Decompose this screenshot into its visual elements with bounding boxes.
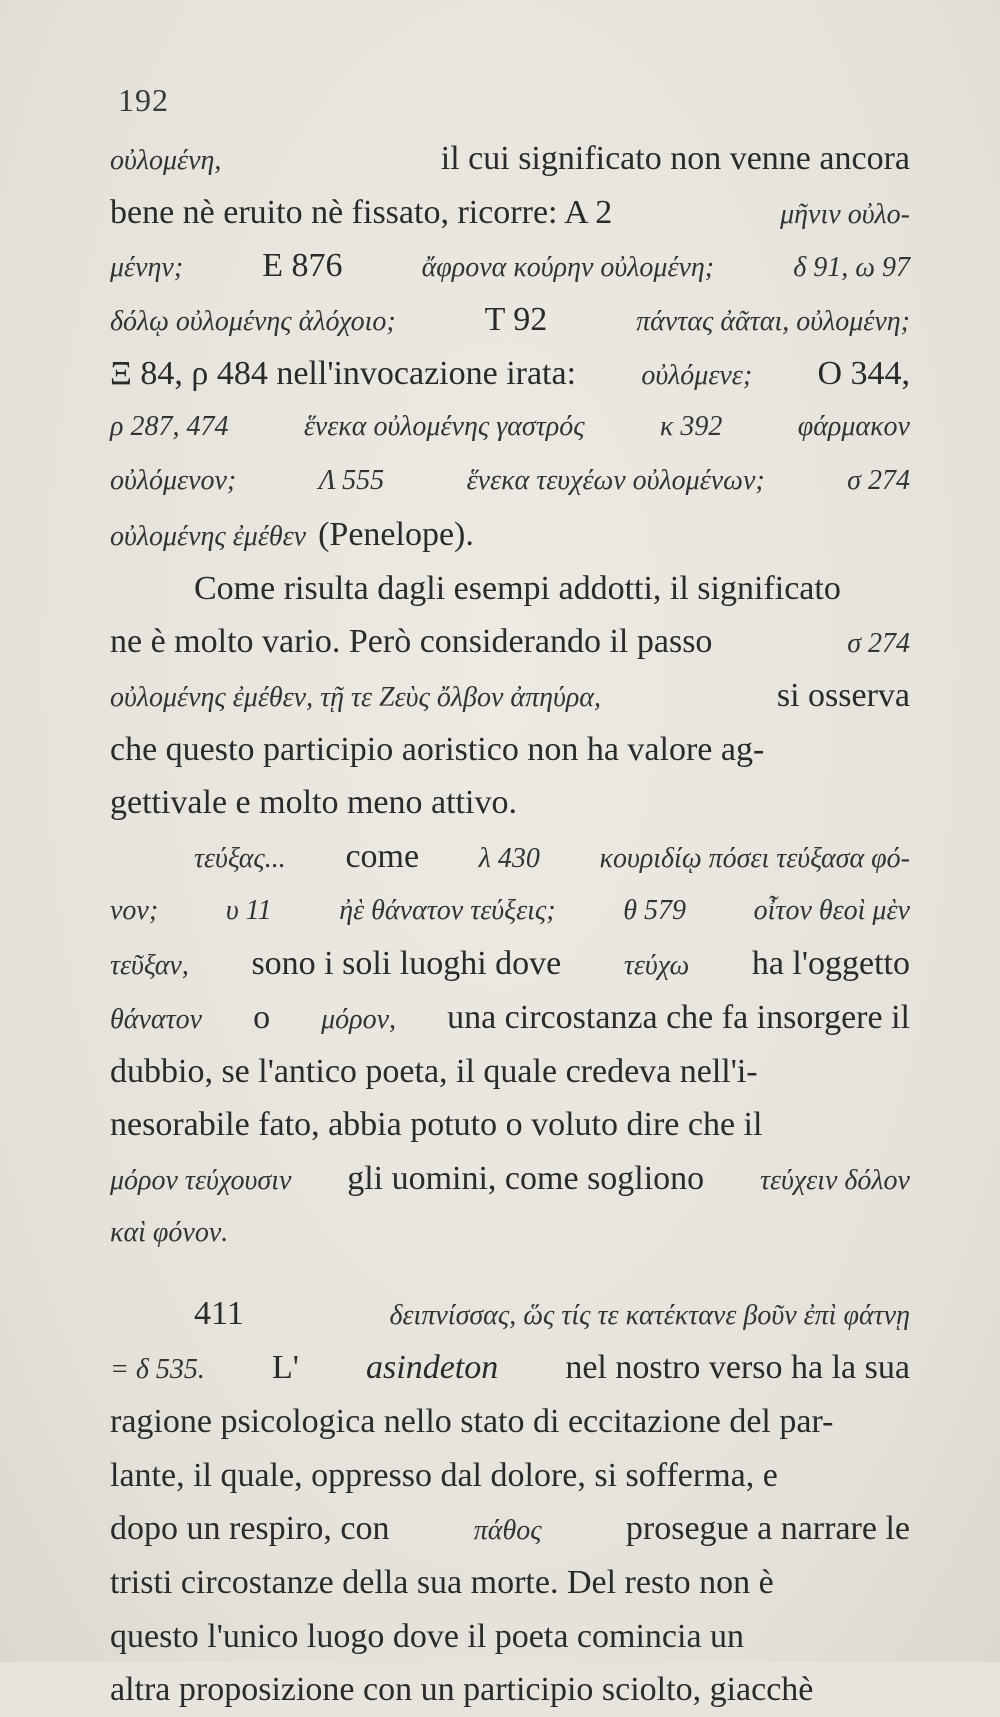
text-line: [110, 1341, 910, 1395]
text-segment: che questo participio aoristico non ha valore ag-: [110, 730, 765, 768]
greek-quote: πάντας ἀᾶται, οὐλομένη;: [636, 306, 910, 338]
greek-quote: οὐλομένη,: [110, 145, 222, 176]
text-segment: tristi circostanze della sua morte. Del resto non è: [110, 1563, 774, 1601]
text-line: [110, 1502, 910, 1556]
greek-quote: πάθος: [473, 1515, 542, 1547]
text-line: [110, 1556, 910, 1610]
greek-quote: τεύχειν δόλον: [759, 1165, 910, 1197]
text-line: [110, 562, 910, 616]
text-segment: asindeton: [366, 1349, 499, 1387]
paragraph: [110, 132, 910, 562]
greek-quote: Λ 555: [318, 465, 385, 497]
greek-quote: τεύξας...: [194, 842, 286, 874]
text-segment: E 876: [262, 247, 343, 285]
text-line: [110, 132, 910, 186]
greek-quote: μόρον τεύχουσιν: [110, 1165, 292, 1197]
text-line: [110, 239, 910, 293]
text-line: [110, 1098, 910, 1152]
text-segment: ne è molto vario. Però considerando il passo: [110, 623, 713, 661]
text-segment: gettivale e molto meno attivo.: [110, 784, 517, 822]
greek-quote: τεύχω: [623, 950, 690, 982]
greek-quote: ἕνεκα οὐλομένης γαστρός: [303, 411, 585, 443]
greek-quote: κ 392: [659, 411, 723, 443]
text-segment: Ξ 84, ρ 484 nell'invocazione irata:: [110, 354, 577, 392]
text-line: [110, 937, 910, 991]
greek-quote: καὶ φόνον.: [110, 1216, 229, 1248]
text-line: [110, 830, 910, 884]
text-line: [110, 884, 910, 938]
text-line: [110, 1663, 910, 1717]
greek-quote: κουριδίῳ πόσει τεύξασα φό-: [599, 842, 910, 874]
text-segment: L': [272, 1349, 299, 1387]
text-line: [110, 1206, 910, 1260]
text-segment: una circostanza che fa insorgere il: [447, 999, 910, 1036]
greek-quote: οὐλόμενε;: [641, 359, 753, 391]
text-line: [110, 186, 910, 240]
text-segment: ragione psicologica nello stato di eccitazione del par-: [110, 1402, 834, 1440]
text-segment: bene nè eruito nè fissato, ricorre: A 2: [110, 193, 613, 231]
text-segment: il cui significato non venne ancora: [440, 140, 910, 177]
text-segment: gli uomini, come sogliono: [347, 1160, 705, 1198]
greek-quote: τεῦξαν,: [110, 950, 189, 982]
paragraph: [110, 562, 910, 830]
greek-quote: δειπνίσσας, ὥς τίς τε κατέκτανε βοῦν ἐπὶ φάτνῃ: [389, 1300, 910, 1332]
body-text: [110, 132, 910, 1717]
greek-quote: θάνατον: [110, 1004, 203, 1035]
greek-quote: νον;: [110, 894, 159, 926]
text-segment: altra proposizione con un participio sciolto, giacchè: [110, 1671, 814, 1709]
greek-quote: δ 91, ω 97: [793, 252, 910, 284]
text-line: [110, 508, 910, 562]
greek-quote: οὐλομένης ἐμέθεν: [110, 520, 307, 552]
greek-quote: σ 274: [847, 628, 910, 660]
greek-quote: ρ 287, 474: [110, 411, 229, 443]
text-segment: ha l'oggetto: [751, 945, 910, 983]
text-segment: si osserva: [776, 676, 910, 714]
text-line: [110, 1610, 910, 1664]
text-line: [110, 991, 910, 1045]
text-segment: (Penelope).: [318, 515, 474, 553]
text-line: [110, 1287, 910, 1341]
greek-quote: μῆνιν οὐλο-: [780, 198, 910, 230]
text-line: [110, 293, 910, 347]
text-line: [110, 669, 910, 723]
text-line: [110, 1152, 910, 1206]
greek-quote: ἄφρονα κούρην οὐλομένη;: [421, 252, 715, 284]
text-line: [110, 615, 910, 669]
paragraph: [110, 1287, 910, 1717]
text-segment: questo l'unico luogo dove il poeta comincia un: [110, 1617, 745, 1655]
text-segment: 411: [194, 1295, 244, 1333]
greek-quote: φάρμακον: [797, 411, 910, 443]
greek-quote: οἶτον θεοὶ μὲν: [753, 894, 910, 926]
text-line: [110, 347, 910, 401]
greek-quote: μένην;: [110, 252, 184, 284]
text-segment: prosegue a narrare le: [625, 1510, 910, 1548]
text-line: [110, 1449, 910, 1503]
greek-quote: οὐλόμενον;: [110, 465, 237, 497]
greek-quote: λ 430: [478, 842, 540, 874]
paragraph: [110, 830, 910, 1260]
page-number: 192: [118, 82, 169, 118]
text-segment: lante, il quale, oppresso dal dolore, si sofferma, e: [110, 1456, 778, 1494]
text-line: [110, 776, 910, 830]
text-segment: nesorabile fato, abbia potuto o voluto dire che il: [110, 1106, 763, 1144]
text-segment: O 344,: [817, 354, 910, 392]
greek-quote: ἕνεκα τευχέων οὐλομένων;: [466, 465, 765, 497]
text-segment: come: [345, 837, 420, 875]
greek-quote: σ 274: [847, 465, 910, 497]
greek-quote: οὐλομένης ἐμέθεν, τῇ τε Ζεὺς ὄλβον ἀπηύρα,: [110, 681, 601, 713]
text-line: [110, 454, 910, 508]
greek-quote: δόλῳ οὐλομένης ἀλόχοιο;: [110, 306, 396, 338]
text-segment: sono i soli luoghi dove: [251, 945, 562, 983]
text-segment: T 92: [484, 301, 548, 339]
greek-quote: = δ 535.: [110, 1354, 205, 1386]
text-line: [110, 400, 910, 454]
text-segment: Come risulta dagli esempi addotti, il significato: [194, 569, 841, 607]
greek-quote: θ 579: [623, 894, 686, 926]
text-line: [110, 1045, 910, 1099]
greek-quote: ἠὲ θάνατον τεύξεις;: [339, 894, 556, 926]
text-line: [110, 723, 910, 777]
greek-quote: υ 11: [225, 894, 272, 926]
text-segment: nel nostro verso ha la sua: [565, 1349, 910, 1387]
text-segment: dopo un respiro, con: [110, 1510, 390, 1548]
text-line: [110, 1395, 910, 1449]
greek-quote: μόρον,: [321, 1004, 397, 1035]
text-segment: dubbio, se l'antico poeta, il quale credeva nell'i-: [110, 1052, 758, 1090]
text-segment: o: [253, 999, 271, 1036]
